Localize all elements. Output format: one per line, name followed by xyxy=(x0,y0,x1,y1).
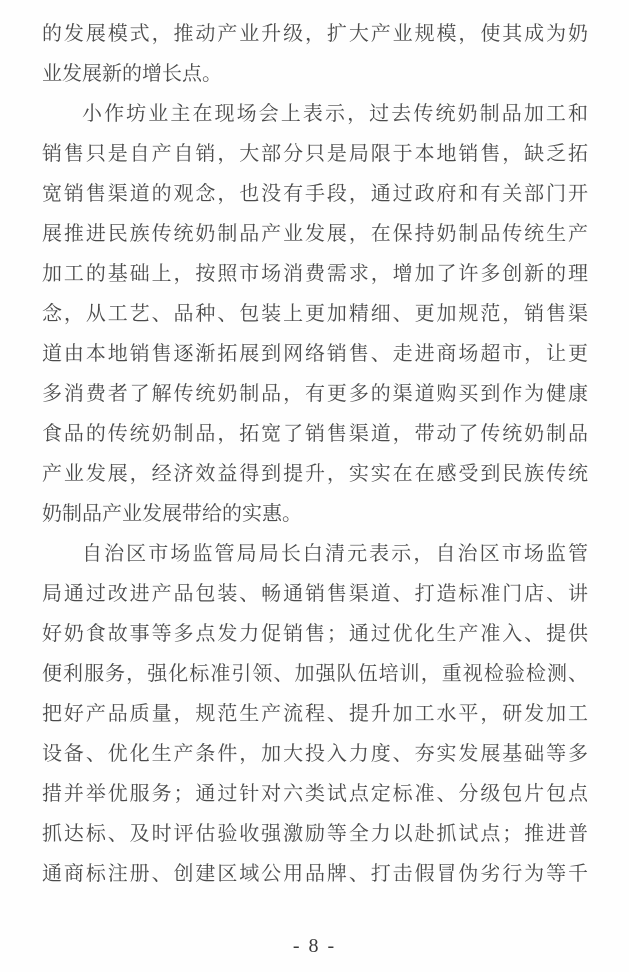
text-line: 产业发展，经济效益得到提升，实实在在感受到民族传统 xyxy=(42,463,588,485)
text-line: 食品的传统奶制品，拓宽了销售渠道，带动了传统奶制品 xyxy=(42,423,588,445)
text-line: 的发展模式，推动产业升级，扩大产业规模，使其成为奶 xyxy=(42,23,588,45)
text-line: 通商标注册、创建区域公用品牌、打击假冒伪劣行为等千 xyxy=(42,863,588,885)
text-line-paragraph-end: 奶制品产业发展带给的实惠。 xyxy=(42,503,302,525)
text-line: 设备、优化生产条件，加大投入力度、夯实发展基础等多 xyxy=(42,743,588,765)
text-line: 措并举优服务；通过针对六类试点定标准、分级包片包点 xyxy=(42,783,588,805)
text-line: 好奶食故事等多点发力促销售；通过优化生产准入、提供 xyxy=(42,623,588,645)
text-line: 展推进民族传统奶制品产业发展，在保持奶制品传统生产 xyxy=(42,223,588,245)
page-number: - 8 - xyxy=(292,935,337,957)
text-line: 加工的基础上，按照市场消费需求，增加了许多创新的理 xyxy=(42,263,588,285)
document-text-block xyxy=(42,14,588,894)
text-line-paragraph-start: 自治区市场监管局局长白清元表示，自治区市场监管 xyxy=(82,543,588,565)
text-line: 局通过改进产品包装、畅通销售渠道、打造标准门店、讲 xyxy=(42,583,588,605)
text-line: 抓达标、及时评估验收强激励等全力以赴抓试点；推进普 xyxy=(42,823,588,845)
text-line: 宽销售渠道的观念，也没有手段，通过政府和有关部门开 xyxy=(42,183,588,205)
text-line: 多消费者了解传统奶制品，有更多的渠道购买到作为健康 xyxy=(42,383,588,405)
text-line: 便利服务，强化标准引领、加强队伍培训，重视检验检测、 xyxy=(42,663,588,685)
text-line: 念，从工艺、品种、包装上更加精细、更加规范，销售渠 xyxy=(42,303,588,325)
text-line: 道由本地销售逐渐拓展到网络销售、走进商场超市，让更 xyxy=(42,343,588,365)
text-line-paragraph-start: 小作坊业主在现场会上表示，过去传统奶制品加工和 xyxy=(82,103,588,125)
text-line: 把好产品质量，规范生产流程、提升加工水平，研发加工 xyxy=(42,703,588,725)
text-line: 销售只是自产自销，大部分只是局限于本地销售，缺乏拓 xyxy=(42,143,588,165)
text-line-paragraph-end: 业发展新的增长点。 xyxy=(42,63,222,85)
